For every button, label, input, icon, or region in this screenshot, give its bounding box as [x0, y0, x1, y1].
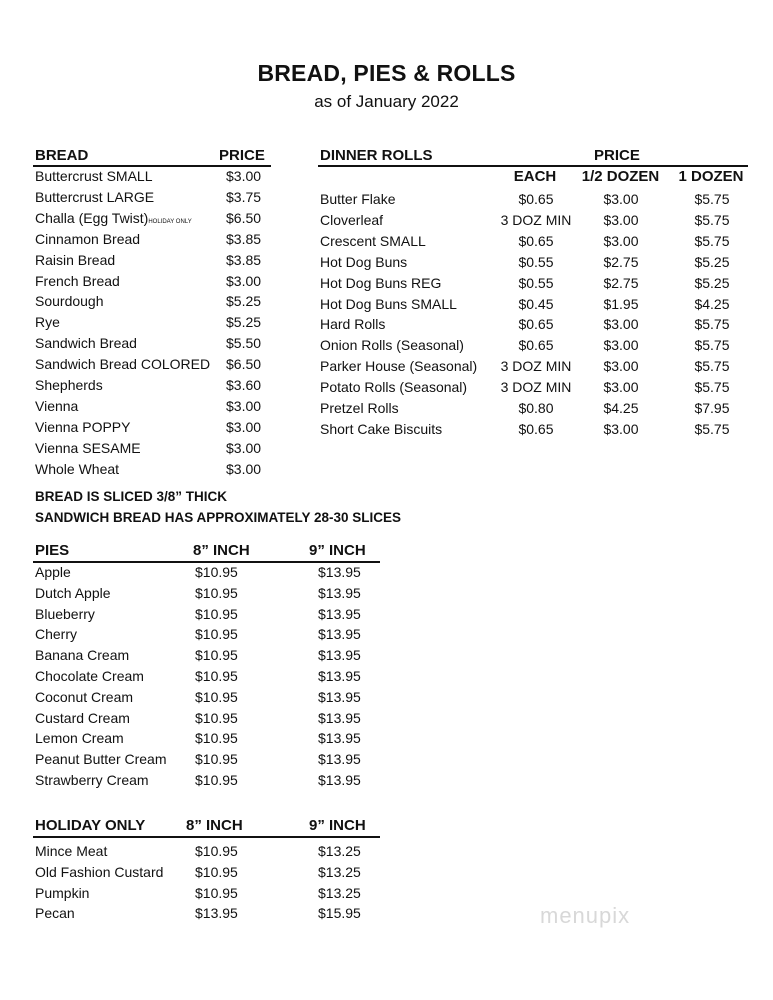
roll-item-name: Short Cake Biscuits — [320, 420, 443, 437]
pie-item-price-9-inch: $13.95 — [318, 605, 361, 622]
pie-item-name: Banana Cream — [35, 647, 130, 664]
roll-item-each: 3 DOZ MIN — [500, 211, 572, 228]
roll-item-each: $0.65 — [518, 232, 554, 249]
roll-item-name: Hot Dog Buns REG — [320, 274, 442, 291]
bread-item-name: Sandwich Bread COLORED — [35, 356, 211, 373]
roll-item-half-dozen: $3.00 — [603, 420, 639, 437]
pie-item-price-8-inch: $10.95 — [195, 647, 238, 664]
roll-item-dozen: $5.25 — [694, 274, 730, 291]
bread-item-name: Sourdough — [35, 293, 104, 310]
note-slice-thickness: BREAD IS SLICED 3/8” THICK — [35, 489, 228, 504]
pie-item-price-9-inch: $13.95 — [318, 626, 361, 643]
roll-item-name: Hot Dog Buns SMALL — [320, 295, 457, 312]
roll-item-half-dozen: $3.00 — [603, 191, 639, 207]
bread-item-name: Vienna POPPY — [35, 418, 131, 435]
roll-item-half-dozen: $4.25 — [603, 400, 639, 416]
bread-item-name: Shepherds — [35, 377, 103, 393]
pie-item-name: Cherry — [35, 626, 78, 643]
roll-item-dozen: $5.75 — [694, 420, 730, 437]
pie-item-price-9-inch: $13.95 — [318, 751, 361, 768]
bread-price-heading: PRICE — [219, 147, 265, 164]
roll-item-name: Hot Dog Buns — [320, 253, 408, 270]
bread-item-price: $5.25 — [226, 293, 262, 310]
bread-item-price: $6.50 — [226, 209, 262, 226]
holiday-item-price-9-inch: $13.25 — [318, 884, 361, 901]
pie-item-price-9-inch: $13.95 — [318, 647, 361, 664]
roll-item-half-dozen: $3.00 — [603, 211, 639, 228]
roll-item-each: 3 DOZ MIN — [500, 358, 572, 375]
pie-item-price-8-inch: $10.95 — [195, 709, 238, 726]
roll-item-dozen: $5.75 — [694, 232, 730, 249]
pie-item-name: Chocolate Cream — [35, 668, 144, 684]
bread-item-name: Raisin Bread — [35, 251, 116, 268]
pie-item-price-8-inch: $10.95 — [195, 564, 238, 580]
bread-item-price: $3.00 — [226, 397, 262, 414]
pie-item-price-9-inch: $13.95 — [318, 564, 361, 580]
pies-col-9-inch: 9” INCH — [309, 542, 366, 559]
roll-item-name: Cloverleaf — [320, 211, 384, 228]
roll-item-name: Pretzel Rolls — [320, 400, 399, 416]
roll-item-each: $0.65 — [518, 316, 554, 333]
roll-item-half-dozen: $3.00 — [603, 379, 639, 396]
holiday-only-note: HOLIDAY ONLY — [148, 218, 192, 225]
roll-item-each: $0.55 — [518, 253, 554, 270]
roll-item-half-dozen: $3.00 — [603, 337, 639, 354]
holiday-item-name: Pecan — [35, 905, 75, 922]
roll-item-dozen: $4.25 — [694, 295, 730, 312]
bread-item-price: $3.75 — [226, 188, 262, 205]
holiday-item-price-8-inch: $10.95 — [195, 843, 238, 859]
roll-item-name: Onion Rolls (Seasonal) — [320, 337, 464, 354]
bread-item-name: Vienna SESAME — [35, 439, 141, 456]
roll-item-dozen: $5.75 — [694, 379, 730, 396]
bread-item-price: $6.50 — [226, 356, 262, 373]
bread-item-name: Buttercrust SMALL — [35, 168, 153, 184]
rolls-col-each: EACH — [513, 168, 557, 185]
holiday-item-name: Mince Meat — [35, 843, 108, 859]
roll-item-name: Potato Rolls (Seasonal) — [320, 379, 468, 396]
bread-item-name: Whole Wheat — [35, 460, 120, 477]
holiday-item-price-9-inch: $13.25 — [318, 843, 361, 859]
roll-item-each: $0.65 — [518, 191, 554, 207]
pie-item-price-8-inch: $10.95 — [195, 584, 238, 601]
pie-item-name: Lemon Cream — [35, 730, 124, 747]
roll-item-half-dozen: $2.75 — [603, 253, 639, 270]
bread-item-name: Rye — [35, 314, 60, 331]
roll-item-dozen: $5.75 — [694, 316, 730, 333]
pie-item-price-9-inch: $13.95 — [318, 709, 361, 726]
bread-item-price: $5.25 — [226, 314, 262, 331]
roll-item-each: 3 DOZ MIN — [500, 379, 572, 396]
pie-item-name: Coconut Cream — [35, 688, 134, 705]
pie-item-price-9-inch: $13.95 — [318, 688, 361, 705]
holiday-item-price-9-inch: $15.95 — [318, 905, 361, 922]
holiday-item-price-8-inch: $13.95 — [195, 905, 238, 922]
roll-item-each: $0.65 — [518, 420, 554, 437]
roll-item-name: Hard Rolls — [320, 316, 386, 333]
bread-divider — [33, 165, 271, 167]
rolls-col-dozen: 1 DOZEN — [678, 168, 744, 185]
roll-item-half-dozen: $3.00 — [603, 358, 639, 375]
pie-item-name: Peanut Butter Cream — [35, 751, 167, 768]
bread-item-name: French Bread — [35, 272, 120, 289]
holiday-item-price-8-inch: $10.95 — [195, 884, 238, 901]
pie-item-price-9-inch: $13.95 — [318, 730, 361, 747]
pie-item-name: Blueberry — [35, 605, 95, 622]
page-subtitle: as of January 2022 — [314, 92, 459, 111]
bread-item-price: $3.85 — [226, 230, 262, 247]
bread-item-price: $3.00 — [226, 460, 262, 477]
pies-col-8-inch: 8” INCH — [193, 542, 250, 559]
rolls-price-heading: PRICE — [594, 147, 640, 164]
holiday-divider — [33, 836, 380, 838]
bread-heading: BREAD — [35, 147, 89, 164]
roll-item-half-dozen: $1.95 — [603, 295, 639, 312]
holiday-col-9-inch: 9” INCH — [309, 817, 366, 834]
roll-item-name: Crescent SMALL — [320, 232, 426, 249]
roll-item-dozen: $7.95 — [694, 400, 730, 416]
holiday-item-name: Old Fashion Custard — [35, 863, 164, 880]
holiday-heading: HOLIDAY ONLY — [35, 817, 146, 834]
pies-divider — [33, 561, 380, 563]
note-sandwich-slices: SANDWICH BREAD HAS APPROXIMATELY 28-30 SLICES — [35, 510, 402, 525]
roll-item-each: $0.65 — [518, 337, 554, 354]
roll-item-name: Parker House (Seasonal) — [320, 358, 478, 375]
bread-item-price: $3.60 — [226, 377, 262, 393]
pie-item-price-9-inch: $13.95 — [318, 668, 361, 684]
holiday-col-8-inch: 8” INCH — [186, 817, 243, 834]
rolls-divider — [318, 165, 748, 167]
roll-item-name: Butter Flake — [320, 191, 396, 207]
roll-item-dozen: $5.25 — [694, 253, 730, 270]
pie-item-name: Dutch Apple — [35, 584, 111, 601]
pie-item-price-8-inch: $10.95 — [195, 730, 238, 747]
bread-item-price: $3.85 — [226, 251, 262, 268]
holiday-item-price-8-inch: $10.95 — [195, 863, 238, 880]
bread-item-name: Challa (Egg Twist) — [35, 209, 149, 226]
pie-item-name: Strawberry Cream — [35, 772, 149, 788]
pie-item-price-8-inch: $10.95 — [195, 668, 238, 684]
roll-item-each: $0.55 — [518, 274, 554, 291]
pie-item-price-8-inch: $10.95 — [195, 751, 238, 768]
holiday-item-price-9-inch: $13.25 — [318, 863, 361, 880]
pie-item-price-8-inch: $10.95 — [195, 772, 238, 788]
bread-item-price: $3.00 — [226, 439, 262, 456]
roll-item-half-dozen: $3.00 — [603, 232, 639, 249]
rolls-col-half-dozen: 1/2 DOZEN — [581, 168, 660, 185]
rolls-heading: DINNER ROLLS — [320, 147, 433, 164]
watermark-logo: menupix — [540, 903, 631, 928]
bread-item-price: $5.50 — [226, 335, 262, 352]
bread-item-name-with-note — [35, 210, 192, 230]
page-title: BREAD, PIES & ROLLS — [257, 60, 516, 86]
roll-item-each: $0.45 — [518, 295, 554, 312]
bread-item-name: Buttercrust LARGE — [35, 188, 155, 205]
bread-item-name: Sandwich Bread — [35, 335, 137, 352]
pie-item-price-8-inch: $10.95 — [195, 626, 238, 643]
bread-item-price: $3.00 — [226, 418, 262, 435]
roll-item-half-dozen: $2.75 — [603, 274, 639, 291]
pie-item-price-9-inch: $13.95 — [318, 584, 361, 601]
pie-item-price-9-inch: $13.95 — [318, 772, 361, 788]
pie-item-price-8-inch: $10.95 — [195, 688, 238, 705]
pie-item-price-8-inch: $10.95 — [195, 605, 238, 622]
pie-item-name: Apple — [35, 564, 71, 580]
roll-item-dozen: $5.75 — [694, 358, 730, 375]
roll-item-dozen: $5.75 — [694, 211, 730, 228]
roll-item-dozen: $5.75 — [694, 191, 730, 207]
roll-item-each: $0.80 — [518, 400, 554, 416]
bread-item-name: Cinnamon Bread — [35, 230, 141, 247]
pies-heading: PIES — [35, 542, 70, 559]
bread-item-price: $3.00 — [226, 168, 262, 184]
roll-item-half-dozen: $3.00 — [603, 316, 639, 333]
bread-item-name: Vienna — [35, 397, 79, 414]
bread-item-price: $3.00 — [226, 272, 262, 289]
roll-item-dozen: $5.75 — [694, 337, 730, 354]
holiday-item-name: Pumpkin — [35, 884, 90, 901]
pie-item-name: Custard Cream — [35, 709, 130, 726]
